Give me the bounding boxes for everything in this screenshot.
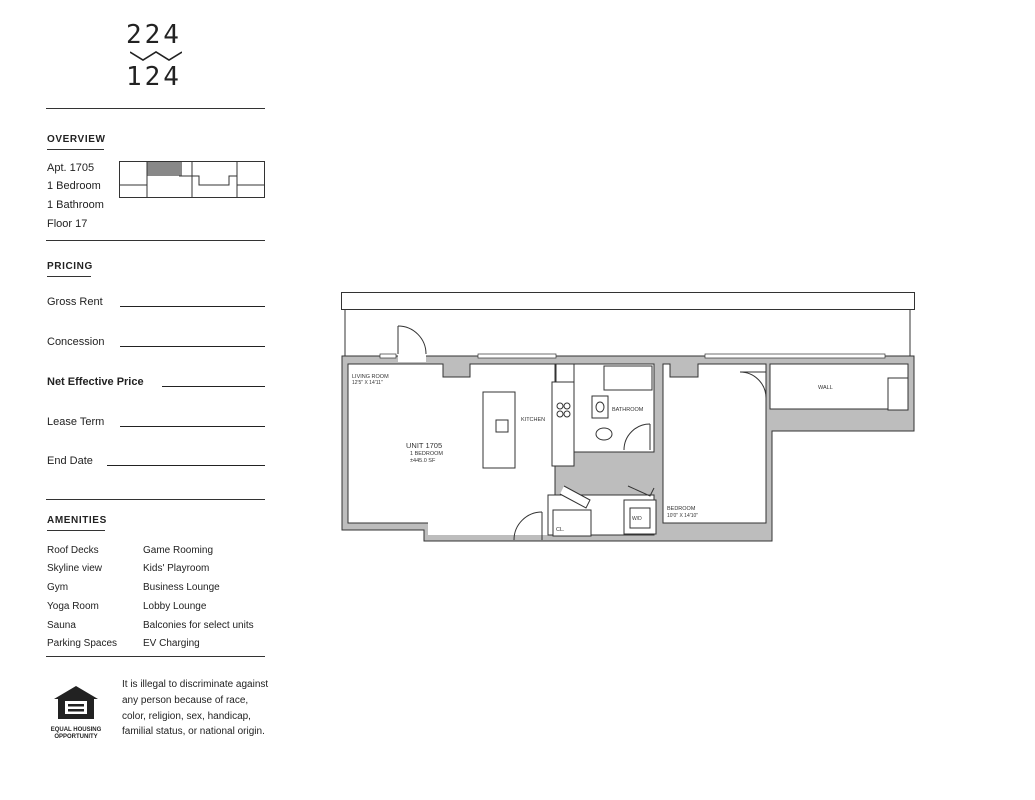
end-date-field[interactable] <box>107 465 265 466</box>
amenity-item: Yoga Room <box>47 601 99 612</box>
amenity-item: Roof Decks <box>47 545 99 556</box>
net-effective-price-field[interactable] <box>162 386 265 387</box>
end-date-label: End Date <box>47 455 93 467</box>
logo-top-number: 224 <box>126 20 182 50</box>
amenity-item: Gym <box>47 582 69 593</box>
unit-type-label: 1 BEDROOM <box>410 451 444 457</box>
fair-housing-notice: It is illegal to discriminate against any person because of race, color, religion, sex, handicap, familial status, or national origin. <box>122 679 269 738</box>
equal-housing-logo-text <box>44 727 108 741</box>
concession-label: Concession <box>47 336 105 348</box>
closet-label: CL. <box>556 527 565 533</box>
apartment-number: Apt. 1705 <box>47 162 95 174</box>
floor-plan <box>340 291 916 543</box>
unit-label: UNIT 1705 <box>406 441 443 450</box>
equal-housing-icon <box>52 685 100 721</box>
kitchen-label: KITCHEN <box>521 417 546 423</box>
washer-dryer-label: W/D <box>632 516 642 522</box>
divider <box>46 108 265 109</box>
amenities-title: AMENITIES <box>47 515 107 526</box>
amenity-item: Kids' Playroom <box>143 563 210 574</box>
equal-housing-text-line: EQUAL HOUSING <box>50 727 102 733</box>
storage-label: WALL <box>818 385 833 391</box>
bedroom-count: 1 Bedroom <box>47 180 101 192</box>
bathroom-label: BATHROOM <box>612 407 644 413</box>
amenity-item: EV Charging <box>143 638 200 649</box>
lease-term-label: Lease Term <box>47 416 105 428</box>
amenity-item: Game Rooming <box>143 545 214 556</box>
divider <box>46 656 265 657</box>
bathroom-count: 1 Bathroom <box>47 199 104 211</box>
gross-rent-field[interactable] <box>120 306 265 307</box>
amenity-item: Lobby Lounge <box>143 601 207 612</box>
living-room-dimensions: 12'5" X 14'11" <box>352 380 383 386</box>
divider <box>46 499 265 500</box>
pricing-underline <box>47 276 91 277</box>
overview-underline <box>47 149 104 150</box>
logo-bottom-number: 124 <box>126 62 182 92</box>
divider <box>46 240 265 241</box>
unit-area-label: ±445.0 SF <box>410 458 436 464</box>
bedroom-label: BEDROOM <box>667 506 696 512</box>
gross-rent-label: Gross Rent <box>47 296 103 308</box>
bedroom-dimensions: 10'0" X 14'10" <box>667 513 699 519</box>
pricing-title: PRICING <box>47 261 93 272</box>
key-plan-thumbnail <box>119 161 265 198</box>
lease-term-field[interactable] <box>120 426 265 427</box>
logo-chevron-icon <box>130 50 182 62</box>
floor-number: Floor 17 <box>47 218 88 230</box>
amenities-underline <box>47 530 105 531</box>
concession-field[interactable] <box>120 346 265 347</box>
living-room-label: LIVING ROOM <box>352 374 389 380</box>
amenity-item: Skyline view <box>47 563 103 574</box>
equal-housing-text-line: OPPORTUNITY <box>54 734 98 740</box>
overview-title: OVERVIEW <box>47 134 106 145</box>
amenity-item: Balconies for select units <box>143 620 254 631</box>
net-effective-price-label: Net Effective Price <box>47 376 144 388</box>
amenity-item: Sauna <box>47 620 76 631</box>
amenity-item: Business Lounge <box>143 582 220 593</box>
amenity-item: Parking Spaces <box>47 638 118 649</box>
building-logo <box>126 22 182 90</box>
